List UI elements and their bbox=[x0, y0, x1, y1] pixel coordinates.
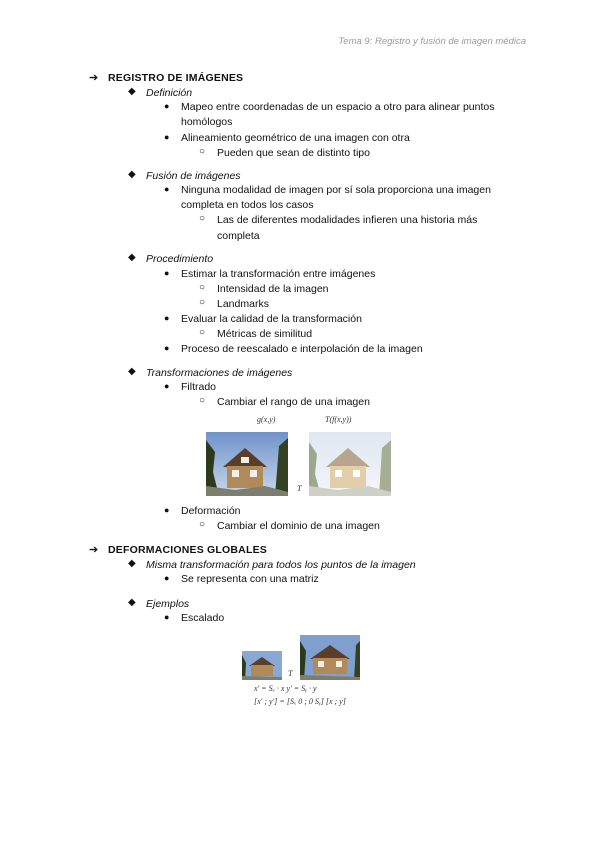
subheading-transformaciones: Transformaciones de imágenes bbox=[146, 367, 293, 379]
subheading-definicion: Definición bbox=[146, 87, 193, 99]
dot-bullet-icon: ● bbox=[164, 505, 170, 515]
list-item: Alineamiento geométrico de una imagen con otra bbox=[181, 132, 410, 144]
matrix-rhs: [x ; y] bbox=[325, 697, 346, 706]
list-item: Ninguna modalidad de imagen por sí sola proporciona una imagen bbox=[181, 184, 491, 196]
list-item: Deformación bbox=[181, 505, 241, 517]
dot-bullet-icon: ● bbox=[164, 268, 170, 278]
dot-bullet-icon: ● bbox=[164, 132, 170, 142]
list-item-cont: homólogos bbox=[181, 116, 233, 128]
circle-bullet-icon: ○ bbox=[199, 297, 206, 308]
subheading-fusion: Fusión de imágenes bbox=[146, 170, 241, 182]
figure-label-g: g(x,y) bbox=[257, 415, 276, 424]
dot-bullet-icon: ● bbox=[164, 573, 170, 583]
matrix-scale: [Sₓ 0 ; 0 Sᵧ] bbox=[286, 697, 324, 706]
dot-bullet-icon: ● bbox=[164, 343, 170, 353]
dot-bullet-icon: ● bbox=[164, 381, 170, 391]
dot-bullet-icon: ● bbox=[164, 184, 170, 194]
list-item-cont: completa en todos los casos bbox=[181, 199, 314, 211]
dot-bullet-icon: ● bbox=[164, 612, 170, 622]
diamond-bullet-icon: ◆ bbox=[128, 86, 136, 97]
list-subitem: Landmarks bbox=[217, 298, 269, 310]
list-item: Estimar la transformación entre imágenes bbox=[181, 268, 376, 280]
diamond-bullet-icon: ◆ bbox=[128, 597, 136, 608]
list-item: Proceso de reescalado e interpolación de la imagen bbox=[181, 343, 423, 355]
circle-bullet-icon: ○ bbox=[199, 213, 206, 224]
list-subitem: Cambiar el rango de una imagen bbox=[217, 396, 370, 408]
circle-bullet-icon: ○ bbox=[199, 395, 206, 406]
list-item: Se representa con una matriz bbox=[181, 573, 319, 585]
figure-transform-mark: T bbox=[297, 484, 302, 493]
circle-bullet-icon: ○ bbox=[199, 519, 206, 530]
list-subitem-cont: completa bbox=[217, 230, 260, 242]
dot-bullet-icon: ● bbox=[164, 313, 170, 323]
list-subitem: Intensidad de la imagen bbox=[217, 283, 329, 295]
diamond-bullet-icon: ◆ bbox=[128, 169, 136, 180]
diamond-bullet-icon: ◆ bbox=[128, 366, 136, 377]
filter-figure bbox=[205, 412, 391, 497]
circle-bullet-icon: ○ bbox=[199, 327, 206, 338]
list-item: Escalado bbox=[181, 612, 225, 624]
section-title: REGISTRO DE IMÁGENES bbox=[108, 72, 244, 84]
list-subitem: Cambiar el dominio de una imagen bbox=[217, 520, 380, 532]
matrix-lhs: [x' ; y'] bbox=[254, 697, 278, 706]
diamond-bullet-icon: ◆ bbox=[128, 558, 136, 569]
subheading-ejemplos: Ejemplos bbox=[146, 598, 190, 610]
page-header: Tema 9: Registro y fusión de imagen médica bbox=[338, 36, 526, 47]
scaling-figure bbox=[240, 633, 362, 721]
scaled-house-illustration bbox=[240, 633, 362, 681]
list-item: Mapeo entre coordenadas de un espacio a otro para alinear puntos bbox=[181, 101, 495, 113]
subheading-misma-transformacion: Misma transformación para todos los puntos de la imagen bbox=[146, 559, 416, 571]
circle-bullet-icon: ○ bbox=[199, 282, 206, 293]
circle-bullet-icon: ○ bbox=[199, 146, 206, 157]
arrow-bullet-icon: ➔ bbox=[89, 544, 99, 556]
list-item: Filtrado bbox=[181, 381, 217, 393]
figure-transform-mark: T bbox=[288, 669, 293, 678]
scaling-matrix: [x' ; y'] = [Sₓ 0 ; 0 Sᵧ] [x ; y] bbox=[254, 697, 346, 706]
arrow-bullet-icon: ➔ bbox=[89, 72, 99, 84]
section-title: DEFORMACIONES GLOBALES bbox=[108, 544, 267, 556]
subheading-procedimiento: Procedimiento bbox=[146, 253, 214, 265]
list-item: Evaluar la calidad de la transformación bbox=[181, 313, 362, 325]
scaling-equations: x' = Sₓ · x y' = Sᵧ · y bbox=[254, 684, 317, 693]
list-subitem: Pueden que sean de distinto tipo bbox=[217, 147, 370, 159]
diamond-bullet-icon: ◆ bbox=[128, 252, 136, 263]
list-subitem: Métricas de similitud bbox=[217, 328, 313, 340]
figure-label-t: T(f(x,y)) bbox=[325, 415, 352, 424]
list-subitem: Las de diferentes modalidades infieren una historia más bbox=[217, 214, 478, 226]
dot-bullet-icon: ● bbox=[164, 101, 170, 111]
